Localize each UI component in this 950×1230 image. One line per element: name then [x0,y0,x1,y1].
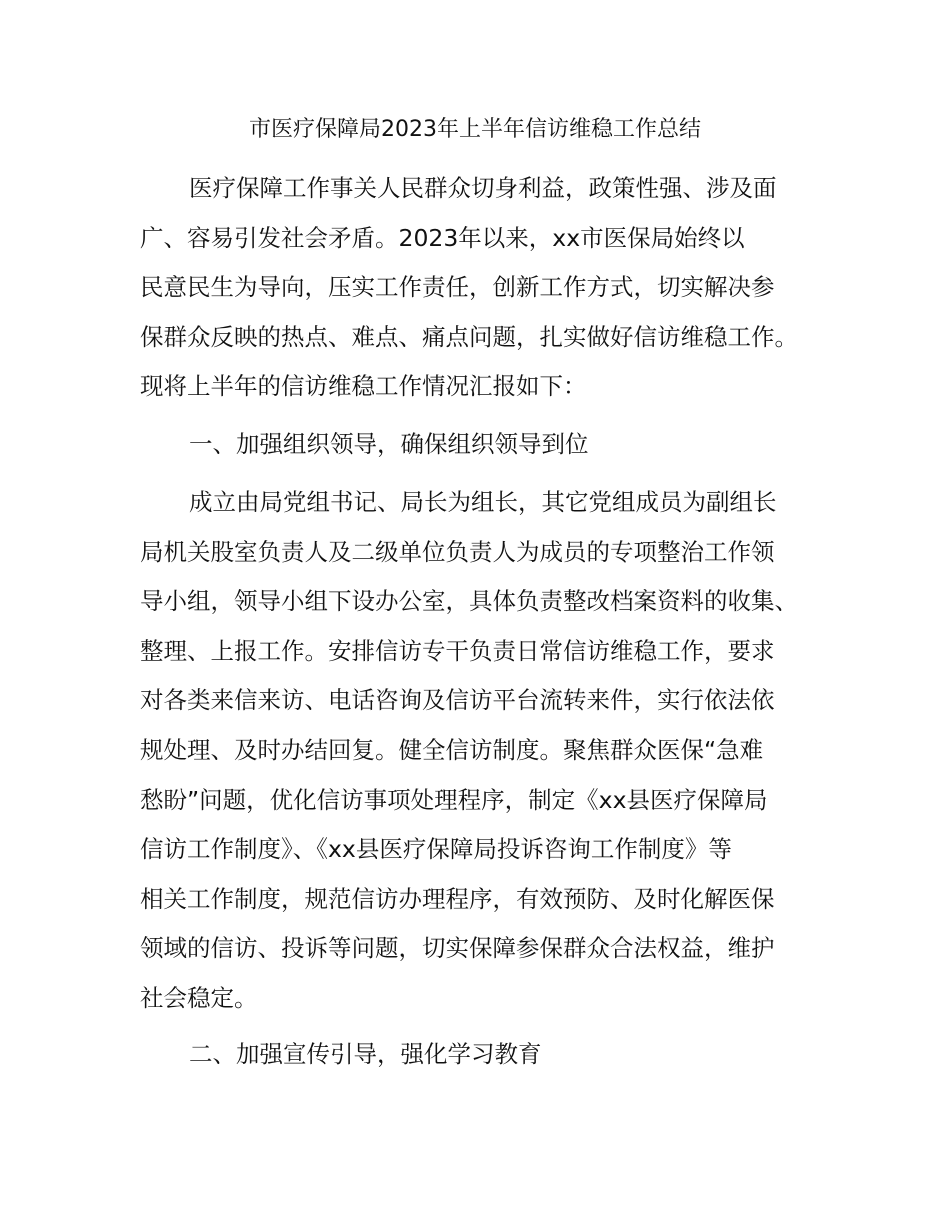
text-line: 社会稳定。 [140,983,258,1012]
text-line: 信访工作制度》、《xx县医疗保障局投诉咨询工作制度》等 [140,835,732,864]
section-heading-2 [140,1030,824,1080]
text-line: 相关工作制度，规范信访办理程序，有效预防、及时化解医保 [140,884,775,913]
text-line: 成立由局党组书记、局长为组长，其它党组成员为副组长 [189,488,777,516]
text-line: 规处理、及时办结回复。健全信访制度。聚焦群众医保“急难 [140,735,764,764]
text-line: 保群众反映的热点、难点、痛点问题，扎实做好信访维稳工作。 [140,322,798,351]
text-line: 民意民生为导向，压实工作责任，创新工作方式，切实解决参 [140,273,775,302]
text-line: 医疗保障工作事关人民群众切身利益，政策性强、涉及面 [189,174,777,202]
text-line: 领域的信访、投诉等问题，切实保障参保群众合法权益，维护 [140,934,775,963]
section-heading-text: 二、加强宣传引导，强化学习教育 [189,1040,542,1068]
text-line: 导小组，领导小组下设办公室，具体负责整改档案资料的收集、 [140,587,798,616]
text-line: 愁盼”问题，优化信访事项处理程序，制定《xx县医疗保障局 [140,785,768,814]
section-heading-1 [140,420,824,470]
paragraph-section-1 [140,478,824,1024]
text-line: 局机关股室负责人及二级单位负责人为成员的专项整治工作领 [140,537,775,566]
text-line: 整理、上报工作。安排信访专干负责日常信访维稳工作，要求 [140,636,775,665]
document-title: 市医疗保障局2023年上半年信访维稳工作总结 [249,117,701,142]
text-line: 现将上半年的信访维稳工作情况汇报如下： [140,372,587,401]
text-line: 对各类来信来访、电话咨询及信访平台流转来件，实行依法依 [140,686,775,715]
paragraph-intro [140,164,824,412]
text-line: 广、容易引发社会矛盾。2023年以来，xx市医保局始终以 [140,223,745,252]
section-heading-text: 一、加强组织领导，确保组织领导到位 [189,430,589,458]
